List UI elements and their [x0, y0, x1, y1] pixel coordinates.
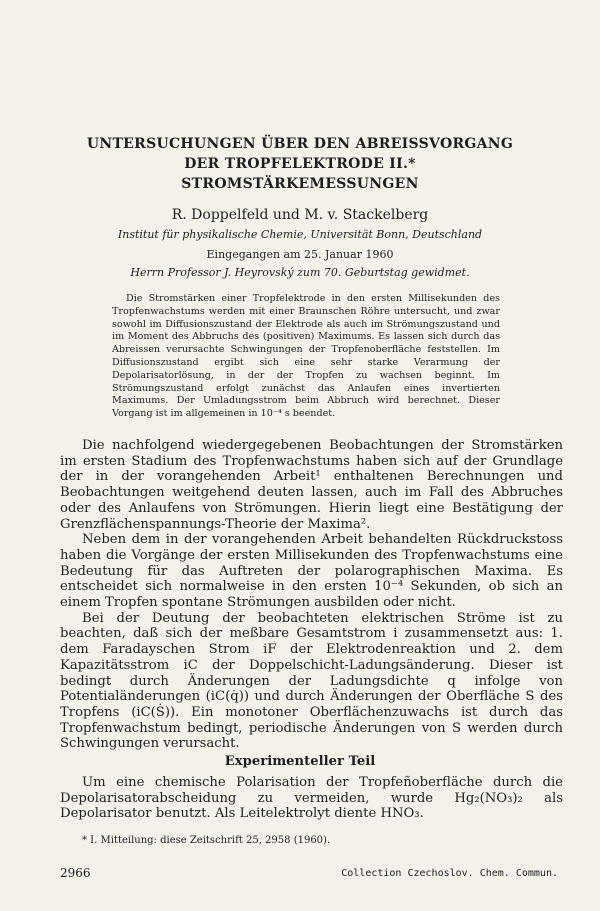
- authors: R. Doppelfeld und M. v. Stackelberg: [171, 207, 429, 223]
- body-paragraph-2: Neben dem in der vorangehenden Arbeit behandelten Rückdruckstoss haben die Vorgänge der ersten Millisekunden des Tropfenwachstums eine Bedeutung für das Auftreten der polarographischen Maxima. Es entscheidet sich normalweise in den ersten 10⁻⁴ Sekunden, ob sich an einem Tropfen spontane Strömungen ausbilden oder nicht.: [60, 532, 563, 611]
- institute-affiliation: Institut für physikalische Chemie, Universität Bonn, Deutschland: [117, 228, 483, 241]
- title-line-1: UNTERSUCHUNGEN ÜBER DEN ABREISSVORGANG: [86, 136, 514, 152]
- received-date: Eingegangen am 25. Januar 1960: [206, 248, 394, 261]
- experimental-text: [60, 775, 563, 822]
- section-heading: Experimenteller Teil: [224, 754, 376, 769]
- paper-title: [0, 134, 600, 194]
- title-line-2: DER TROPFELEKTRODE II.*: [184, 156, 416, 172]
- dedication: Herrn Professor J. Heyrovský zum 70. Geburtstag gewidmet.: [130, 266, 470, 279]
- title-line-3: STROMSTÄRKEMESSUNGEN: [181, 176, 419, 192]
- abstract: Die Stromstärken einer Tropfelektrode in den ersten Millisekunden des Tropfenwachstums werden mit einer Braunschen Röhre untersucht, und zwar sowohl im Diffusionszustand der Elektrode als auch im Strömungszustand und im Moment des Abbruchs des (positiven) Maximums. Es lassen sich durch das Abreissen verursachte Schwingungen der Tropfenoberfläche feststellen. Im Diffusionszustand ergibt sich eine sehr starke Verarmung der Depolarisatorlösung, in der der Tropfen zu wachsen beginnt. Im Strömungszustand erfolgt zunächst das Anlaufen eines invertierten Maximums. Der Umladungsstrom beim Abbruch wird berechnet. Dieser Vorgang ist im allgemeinen in 10⁻⁴ s beendet.: [112, 293, 500, 420]
- body-text: [60, 438, 563, 752]
- page-number: 2966: [60, 866, 91, 880]
- footnote: * I. Mitteilung: diese Zeitschrift 25, 2958 (1960).: [82, 835, 331, 846]
- body-paragraph-1: Die nachfolgend wiedergegebenen Beobachtungen der Stromstärken im ersten Stadium des Tropfenwachstums haben sich auf der Grundlage der in der vorangehenden Arbeit¹ enthaltenen Berechnungen und Beobachtungen weitgehend deuten lassen, auch im Fall des Abbruches oder des Anlaufens von Strömungen. Hierin liegt eine Bestätigung der Grenzflächenspannungs-Theorie der Maxima².: [60, 438, 563, 532]
- journal-name: Collection Czechoslov. Chem. Commun.: [341, 868, 558, 879]
- experimental-paragraph-1: Um eine chemische Polarisation der Tropfeñoberfläche durch die Depolarisatorabscheidung zu vermeiden, wurde Hg₂(NO₃)₂ als Depolarisator benutzt. Als Leitelektrolyt diente HNO₃.: [60, 775, 563, 822]
- body-paragraph-3: Bei der Deutung der beobachteten elektrischen Ströme ist zu beachten, daß sich der meßbare Gesamtstrom i zusammensetzt aus: 1. dem Faradayschen Strom iF der Elektrodenreaktion und 2. dem Kapazitätsstrom iC der Doppelschicht-Ladungsänderung. Dieser ist bedingt durch Änderungen der Ladungsdichte q infolge von Potentialänderungen (iC(q̇)) und durch Änderungen der Oberfläche S des Tropfens (iC(Ṡ)). Ein monotoner Oberflächenzuwachs ist durch das Tropfenwachstum bedingt, periodische Änderungen von S werden durch Schwingungen verursacht.: [60, 610, 563, 752]
